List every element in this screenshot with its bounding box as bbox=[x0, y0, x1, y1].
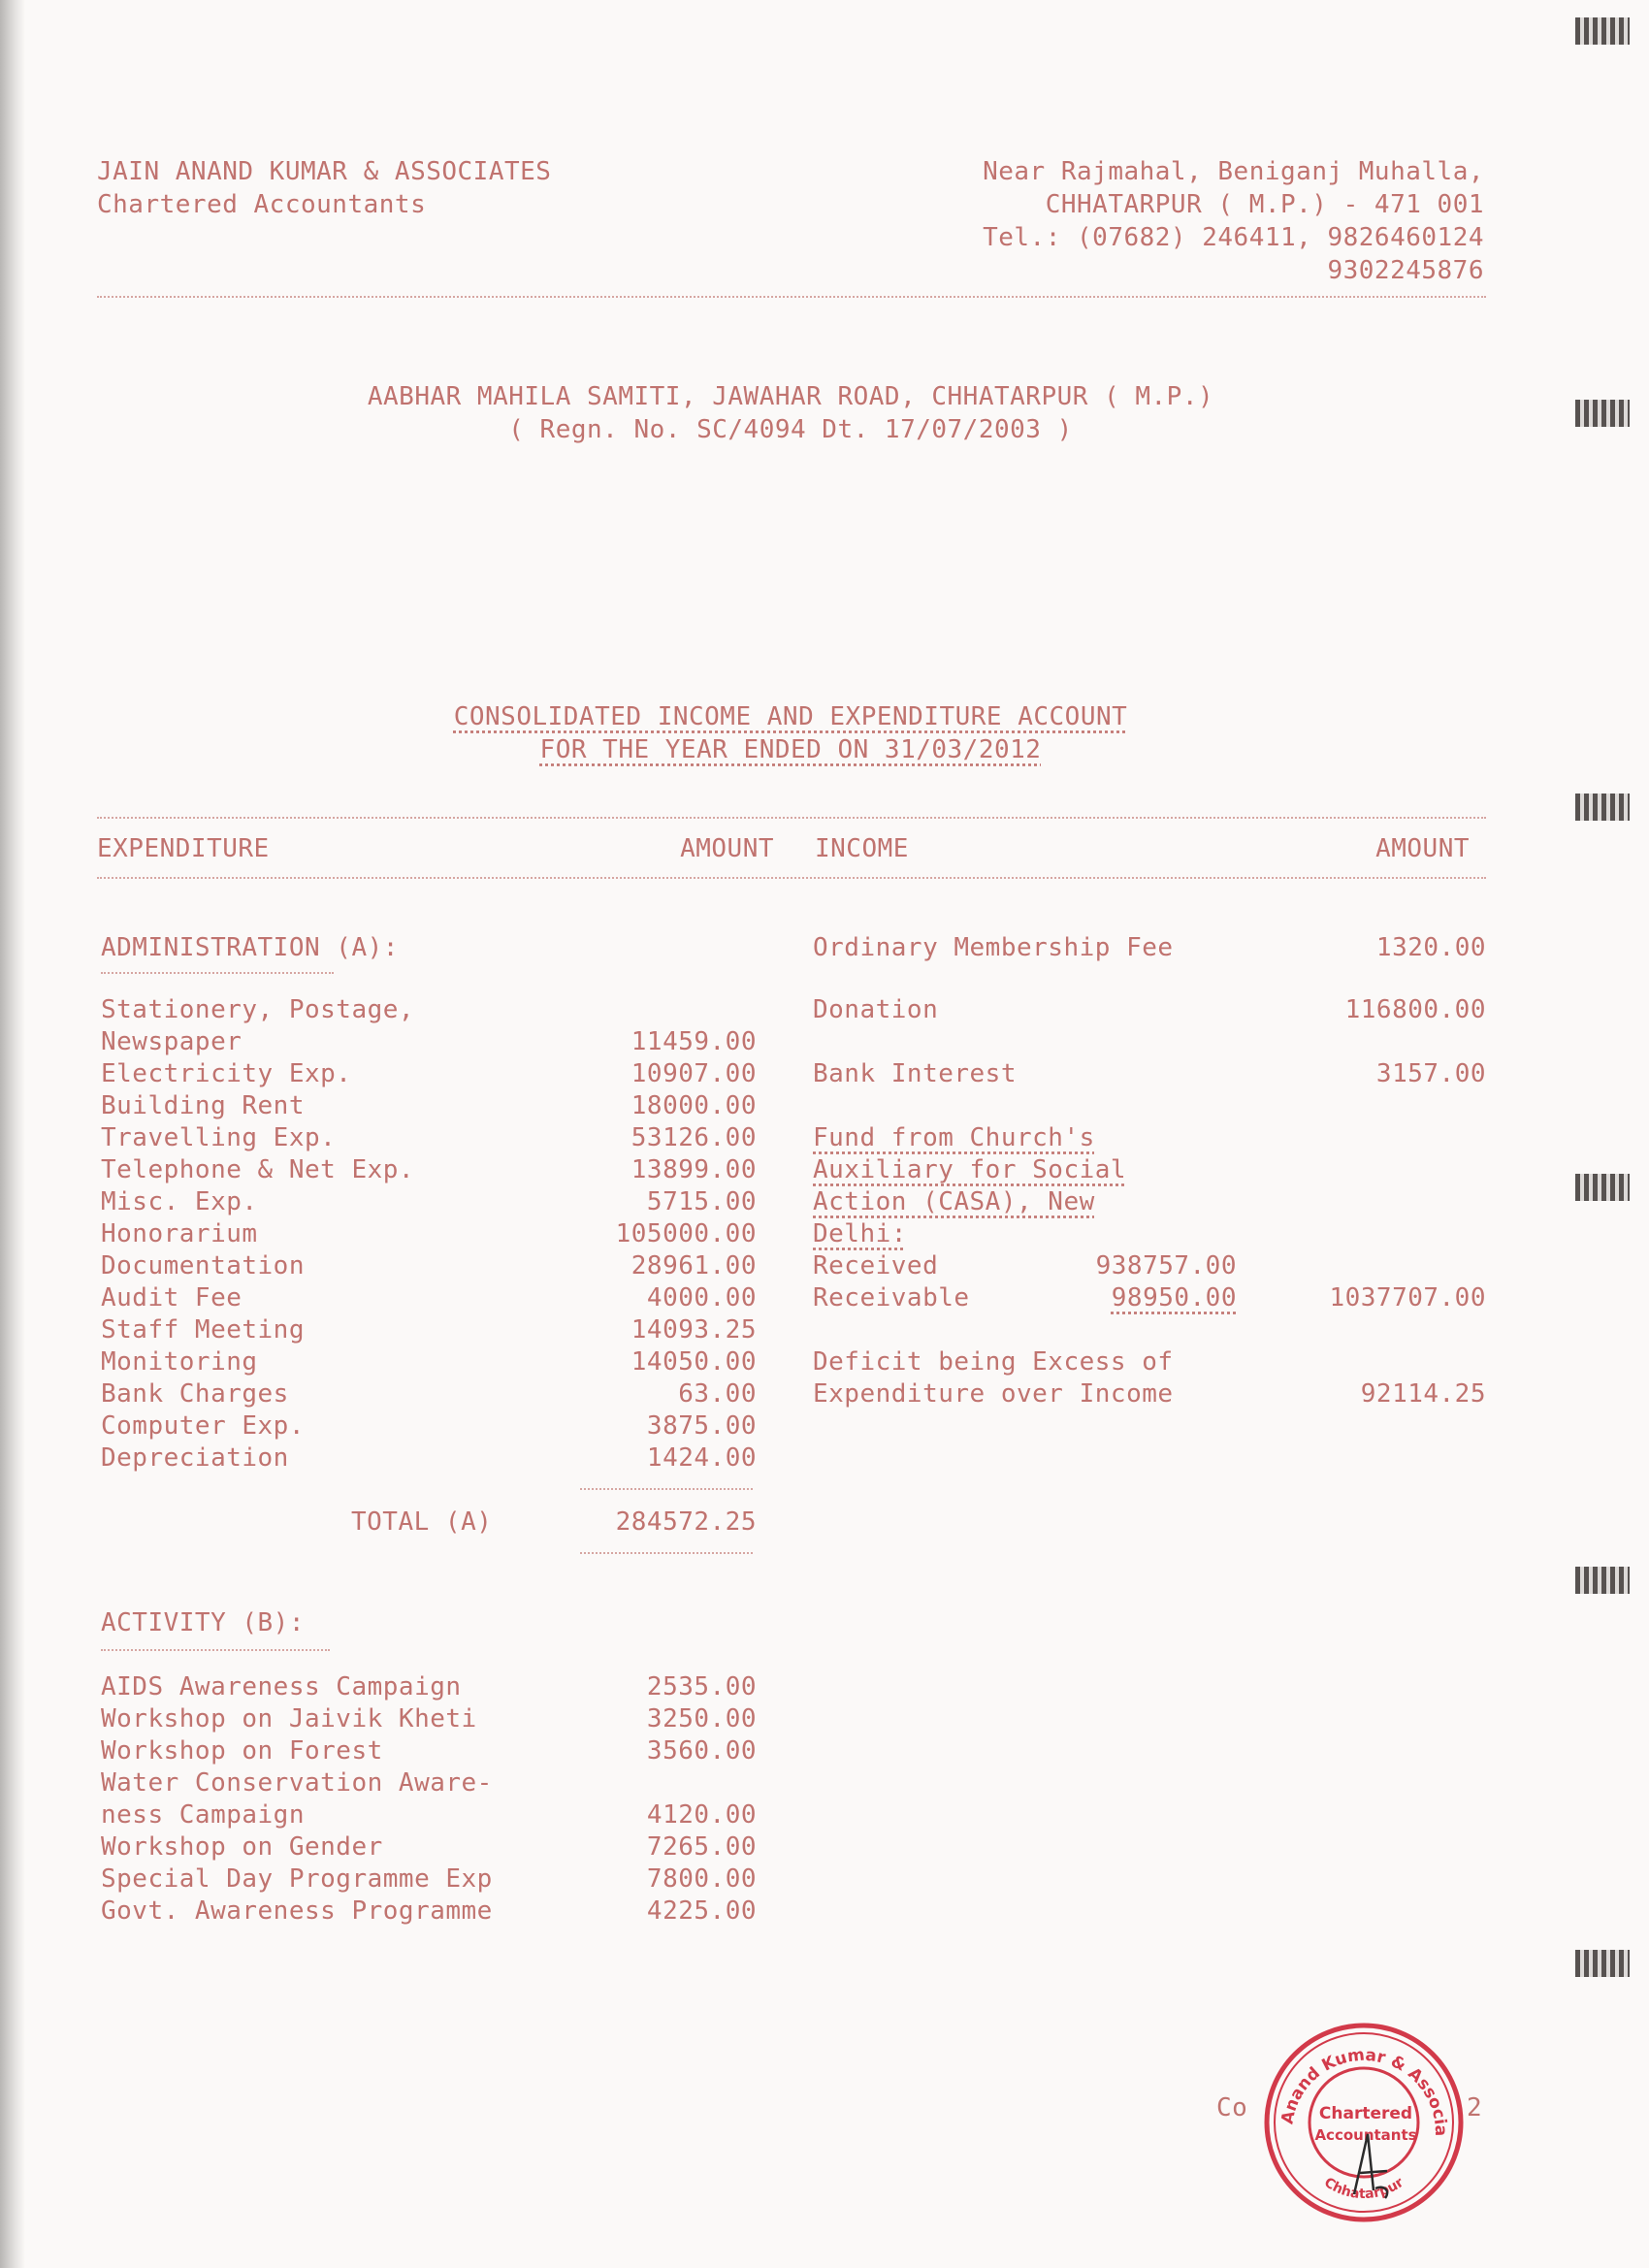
income-deficit-line2: Expenditure over Income bbox=[813, 1379, 1174, 1409]
continued-marker-left: Co bbox=[1216, 2093, 1248, 2122]
income-received-label: Received bbox=[813, 1251, 939, 1280]
list-item-amount: 4000.00 bbox=[646, 1283, 757, 1312]
administration-heading: ADMINISTRATION (A): bbox=[101, 933, 399, 962]
income-membership-label: Ordinary Membership Fee bbox=[813, 933, 1174, 962]
list-item-amount: 11459.00 bbox=[630, 1027, 757, 1056]
list-item: Monitoring bbox=[101, 1347, 258, 1377]
administration-total-rule-bottom bbox=[580, 1552, 753, 1554]
list-item: Telephone & Net Exp. bbox=[101, 1155, 415, 1184]
header-expenditure: EXPENDITURE bbox=[97, 834, 270, 863]
seal-graphic bbox=[1259, 2018, 1469, 2227]
list-item: Honorarium bbox=[101, 1219, 258, 1248]
list-item-amount: 1424.00 bbox=[646, 1443, 757, 1473]
income-fund-total: 1037707.00 bbox=[1329, 1283, 1486, 1312]
list-item: Newspaper bbox=[101, 1027, 242, 1056]
income-interest-amount: 3157.00 bbox=[1375, 1059, 1486, 1088]
list-item-amount: 63.00 bbox=[678, 1379, 757, 1409]
income-deficit-line1: Deficit being Excess of bbox=[813, 1347, 1174, 1377]
income-receivable-label: Receivable bbox=[813, 1283, 970, 1312]
list-item-amount: 3560.00 bbox=[646, 1736, 757, 1766]
list-item-amount: 53126.00 bbox=[630, 1123, 757, 1152]
punch-mark bbox=[1575, 794, 1630, 821]
income-fund-line: Fund from Church's bbox=[813, 1123, 1095, 1152]
list-item-amount: 13899.00 bbox=[630, 1155, 757, 1184]
income-donation-label: Donation bbox=[813, 995, 939, 1024]
statement-title: CONSOLIDATED INCOME AND EXPENDITURE ACCOUNT bbox=[453, 702, 1128, 731]
list-item: AIDS Awareness Campaign bbox=[101, 1672, 462, 1701]
list-item: Workshop on Forest bbox=[101, 1736, 383, 1766]
organization-name: AABHAR MAHILA SAMITI, JAWAHAR ROAD, CHHATARPUR ( M.P.) bbox=[367, 382, 1214, 411]
punch-mark bbox=[1575, 400, 1630, 427]
list-item: Travelling Exp. bbox=[101, 1123, 337, 1152]
list-item: Misc. Exp. bbox=[101, 1187, 258, 1216]
list-item-amount: 4225.00 bbox=[646, 1896, 757, 1926]
income-deficit-amount: 92114.25 bbox=[1360, 1379, 1486, 1409]
seal-center-line2: Accountants bbox=[1314, 2126, 1417, 2144]
income-receivable-amount: 98950.00 bbox=[1111, 1283, 1237, 1312]
list-item-amount: 4120.00 bbox=[646, 1800, 757, 1830]
organization-registration: ( Regn. No. SC/4094 Dt. 17/07/2003 ) bbox=[508, 415, 1073, 444]
header-amount-right: AMOUNT bbox=[1375, 834, 1470, 863]
seal-ring-text: Anand Kumar & Associa bbox=[1277, 2045, 1451, 2137]
administration-heading-rule bbox=[101, 972, 334, 974]
list-item: Special Day Programme Exp bbox=[101, 1864, 493, 1894]
income-donation-amount: 116800.00 bbox=[1344, 995, 1486, 1024]
administration-total-label: TOTAL (A) bbox=[351, 1507, 493, 1537]
header-rule-top bbox=[97, 817, 1486, 819]
list-item: Documentation bbox=[101, 1251, 305, 1280]
income-fund-line: Delhi: bbox=[813, 1219, 907, 1248]
firm-address-line2: CHHATARPUR ( M.P.) - 471 001 bbox=[1045, 190, 1484, 219]
list-item: Depreciation bbox=[101, 1443, 289, 1473]
list-item: Govt. Awareness Programme bbox=[101, 1896, 493, 1926]
list-item-amount: 3875.00 bbox=[646, 1411, 757, 1441]
firm-name: JAIN ANAND KUMAR & ASSOCIATES bbox=[97, 157, 552, 186]
income-interest-label: Bank Interest bbox=[813, 1059, 1017, 1088]
continued-marker-right: 2 bbox=[1467, 2093, 1483, 2122]
list-item: Water Conservation Aware- bbox=[101, 1768, 493, 1798]
letterhead-divider bbox=[97, 296, 1486, 298]
list-item-amount: 28961.00 bbox=[630, 1251, 757, 1280]
activity-heading: ACTIVITY (B): bbox=[101, 1608, 305, 1637]
list-item: Electricity Exp. bbox=[101, 1059, 352, 1088]
list-item: Workshop on Gender bbox=[101, 1832, 383, 1862]
firm-phone-line2: 9302245876 bbox=[1327, 256, 1484, 285]
firm-address-line1: Near Rajmahal, Beniganj Muhalla, bbox=[983, 157, 1484, 186]
svg-text:Chhatarpur bbox=[1321, 2175, 1406, 2202]
header-rule-bottom bbox=[97, 877, 1486, 879]
income-fund-line: Auxiliary for Social bbox=[813, 1155, 1127, 1184]
list-item-amount: 3250.00 bbox=[646, 1704, 757, 1733]
header-amount-left: AMOUNT bbox=[680, 834, 774, 863]
punch-mark bbox=[1575, 1950, 1630, 1977]
list-item-amount: 5715.00 bbox=[646, 1187, 757, 1216]
list-item-amount: 2535.00 bbox=[646, 1672, 757, 1701]
accountants-seal bbox=[1259, 2018, 1469, 2227]
income-received-amount: 938757.00 bbox=[1095, 1251, 1237, 1280]
list-item: Bank Charges bbox=[101, 1379, 289, 1409]
punch-mark bbox=[1575, 17, 1630, 45]
punch-mark bbox=[1575, 1174, 1630, 1201]
list-item-amount: 14093.25 bbox=[630, 1315, 757, 1345]
statement-period: FOR THE YEAR ENDED ON 31/03/2012 bbox=[539, 735, 1042, 764]
list-item: Audit Fee bbox=[101, 1283, 242, 1312]
list-item: ness Campaign bbox=[101, 1800, 305, 1830]
list-item-amount: 14050.00 bbox=[630, 1347, 757, 1377]
list-item: Computer Exp. bbox=[101, 1411, 305, 1441]
administration-total-rule-top bbox=[580, 1488, 753, 1490]
list-item: Building Rent bbox=[101, 1091, 305, 1120]
header-income: INCOME bbox=[815, 834, 909, 863]
list-item: Staff Meeting bbox=[101, 1315, 305, 1345]
seal-center-line1: Chartered bbox=[1318, 2104, 1413, 2123]
firm-phone-line1: Tel.: (07682) 246411, 9826460124 bbox=[983, 223, 1484, 252]
list-item-amount: 10907.00 bbox=[630, 1059, 757, 1088]
administration-total-amount: 284572.25 bbox=[615, 1507, 757, 1537]
seal-bottom-text: Chhatarpur bbox=[1320, 2174, 1407, 2203]
activity-heading-rule bbox=[101, 1649, 330, 1651]
firm-subtitle: Chartered Accountants bbox=[97, 190, 427, 219]
list-item-amount: 7800.00 bbox=[646, 1864, 757, 1894]
list-item: Stationery, Postage, bbox=[101, 995, 415, 1024]
punch-mark bbox=[1575, 1567, 1630, 1594]
income-membership-amount: 1320.00 bbox=[1375, 933, 1486, 962]
income-fund-line: Action (CASA), New bbox=[813, 1187, 1095, 1216]
list-item-amount: 7265.00 bbox=[646, 1832, 757, 1862]
list-item-amount: 105000.00 bbox=[615, 1219, 757, 1248]
page-binding-edge bbox=[0, 0, 25, 2268]
list-item-amount: 18000.00 bbox=[630, 1091, 757, 1120]
list-item: Workshop on Jaivik Kheti bbox=[101, 1704, 477, 1733]
